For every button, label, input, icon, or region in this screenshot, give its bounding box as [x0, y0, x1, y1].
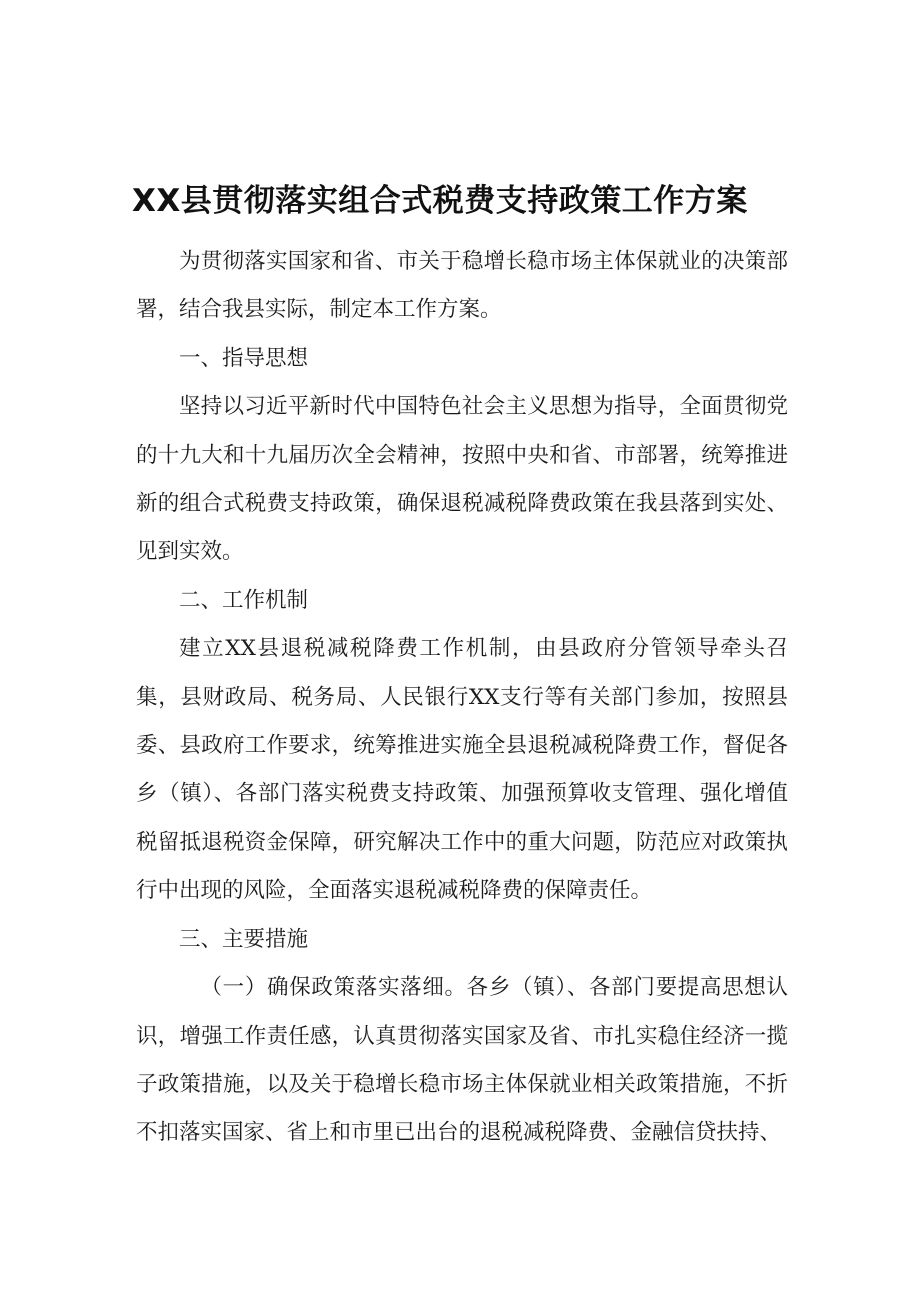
document-body — [136, 238, 788, 1158]
guiding-ideology-paragraph: 坚持以习近平新时代中国特色社会主义思想为指导，全面贯彻党的十九大和十九届历次全会精神，按照中央和省、市部署，统筹推进新的组合式税费支持政策，确保退税减税降费政策在我县落到实处、见到实效。 — [136, 394, 788, 565]
intro-paragraph: 为贯彻落实国家和省、市关于稳增长稳市场主体保就业的决策部署，结合我县实际，制定本工作方案。 — [136, 249, 788, 323]
section-heading-guiding-ideology: 一、指导思想 — [179, 345, 309, 371]
section-heading-main-measures: 三、主要措施 — [179, 926, 309, 952]
measure-one-paragraph: （一）确保政策落实落细。各乡（镇）、各部门要提高思想认识，增强工作责任感，认真贯彻落实国家及省、市扎实稳住经济一揽子政策措施，以及关于稳增长稳市场主体保就业相关政策措施，不折不扣落实国家、省上和市里已出台的退税减税降费、金融信贷扶持、 — [136, 975, 788, 1146]
section-heading-work-mechanism: 二、工作机制 — [179, 587, 309, 613]
work-mechanism-paragraph: 建立XX县退税减税降费工作机制，由县政府分管领导牵头召集，县财政局、税务局、人民银行XX支行等有关部门参加，按照县委、县政府工作要求，统筹推进实施全县退税减税降费工作，督促各乡（镇）、各部门落实税费支持政策、加强预算收支管理、强化增值税留抵退税资金保障，研究解决工作中的重大问题，防范应对政策执行中出现的风险，全面落实退税减税降费的保障责任。 — [136, 636, 788, 904]
document-title: XX县贯彻落实组合式税费支持政策工作方案 — [132, 183, 748, 219]
